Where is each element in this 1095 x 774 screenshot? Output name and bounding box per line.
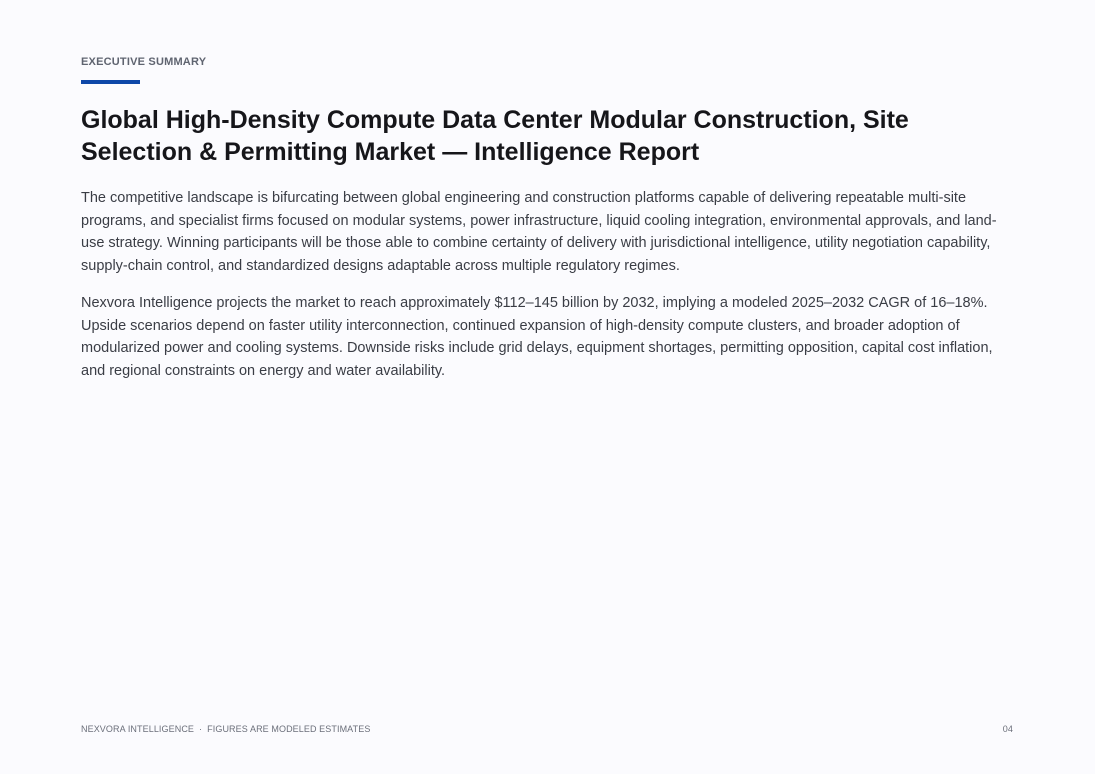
page-title: Global High-Density Compute Data Center Modular Construction, Site Selection & Permitting Market — Intelligence Report <box>81 106 909 166</box>
footer-disclaimer: FIGURES ARE MODELED ESTIMATES <box>207 724 371 734</box>
page-number: 04 <box>1002 724 1013 734</box>
footer-separator: · <box>199 724 203 734</box>
summary-paragraph-1: The competitive landscape is bifurcating between global engineering and construction platforms capable of delivering repeatable multi-site programs, and specialist firms focused on modular systems, power infrastructure, liquid cooling integration, environmental approvals, and land-use strategy. Winning participants will be those able to combine certainty of delivery with jurisdictional intelligence, utility negotiation capability, supply-chain control, and standardized designs adaptable across multiple regulatory regimes. <box>81 190 997 275</box>
section-label: EXECUTIVE SUMMARY <box>81 56 207 68</box>
accent-bar <box>81 80 140 84</box>
report-page <box>81 0 1016 774</box>
page-footer <box>81 724 1013 734</box>
summary-paragraph-2: Nexvora Intelligence projects the market to reach approximately $112–145 billion by 2032, implying a modeled 2025–2032 CAGR of 16–18%. Upside scenarios depend on faster utility interconnection, continued expansion of high-density compute clusters, and broader adoption of modularized power and cooling systems. Downside risks include grid delays, equipment shortages, permitting opposition, capital cost inflation, and regional constraints on energy and water availability. <box>81 294 993 379</box>
footer-left <box>81 724 370 734</box>
summary-body <box>81 187 1016 397</box>
footer-publisher: NEXVORA INTELLIGENCE <box>81 724 195 734</box>
